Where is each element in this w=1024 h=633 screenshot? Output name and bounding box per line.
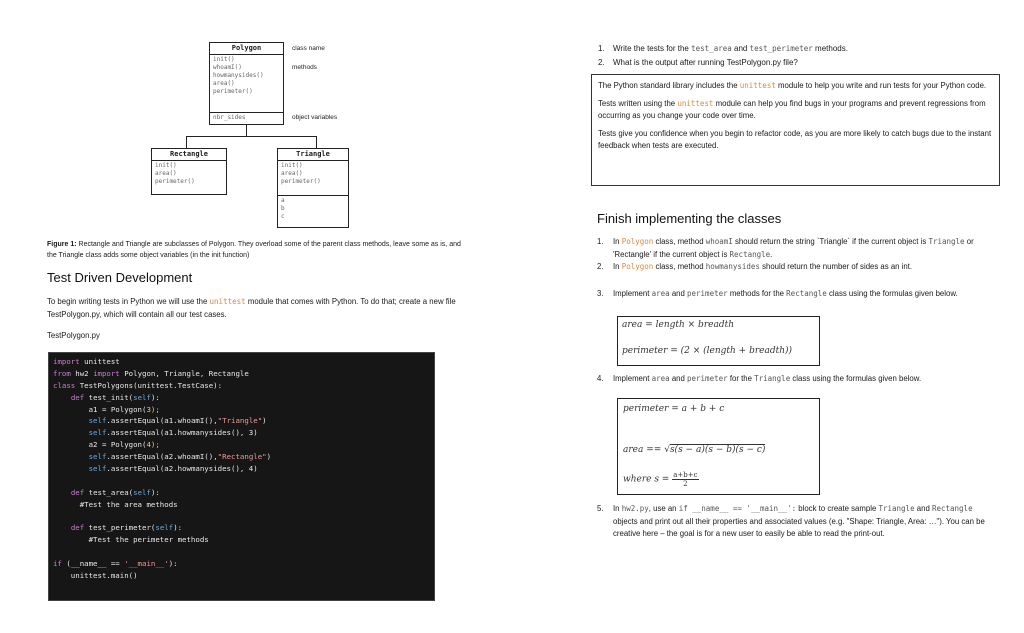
uml-method: init() [281,162,303,169]
text: class, method [655,237,704,246]
comment: #Test the perimeter methods [53,535,209,545]
text: In [613,504,620,513]
uml-method: howmanysides() [213,72,264,79]
sqrt-symbol: √ [664,445,670,455]
uml-triangle-title: Triangle [278,149,348,161]
uml-polygon-title: Polygon [210,43,283,55]
code-line [53,356,430,368]
code-text: test_area( [84,487,134,497]
list-number: 1. [598,44,605,53]
question-list [598,42,848,70]
text: and [916,504,930,513]
task-item [597,503,989,541]
kw: import [93,368,120,378]
text: Write the tests for the [613,44,689,53]
str: '__main__' [124,559,169,569]
inline-code: hw2.py [621,504,649,513]
self: self [133,487,151,497]
kw: def [70,487,85,497]
code-line [53,451,430,463]
text: module that comes with Python. To do that; create a new file TestPolygon.py, which will contain all our test cases. [47,297,456,319]
task-item [597,288,987,301]
code-filename: TestPolygon.py [47,331,100,340]
tdd-paragraph [47,295,467,321]
formula-lhs: area == [623,445,662,455]
task-text [613,288,958,301]
inline-code: if __name__ == '__main__': [678,504,797,513]
code-text: unittest.main() [53,571,138,581]
indent [53,523,71,532]
inline-code: howmanysides [705,262,760,271]
code-text: TestPolygons(unittest.TestCase): [75,380,223,390]
formula-rect-perimeter: perimeter = (2 × (length + breadth)) [622,346,793,356]
code-text: .assertEqual(a2.whoamI(), [106,452,218,462]
code-text: test_perimeter( [84,523,156,533]
code-line-blank [53,546,430,558]
section-heading-tdd: Test Driven Development [47,270,193,285]
code-text: ): [168,559,178,569]
self: self [155,523,174,533]
kw: def [70,523,85,533]
uml-variable: b [281,205,285,212]
uml-triangle-methods [278,161,348,196]
inline-code: Triangle [928,237,965,246]
text: and [734,44,748,53]
fraction-numerator: a+b+c [673,471,698,479]
list-number: 2. [597,262,604,271]
uml-method: perimeter() [155,178,195,185]
unittest-info-box [591,74,1000,186]
uml-rectangle-methods [152,161,226,187]
self: self [88,464,107,474]
kw: class [53,380,76,390]
triangle-formula-box [617,398,820,495]
inline-code: area [651,374,670,383]
code-line-blank [53,511,430,523]
inline-code: perimeter [687,289,728,298]
task-text [613,373,921,386]
self: self [88,428,107,438]
code-text: .assertEqual(a1.howmanysides(), 3) [106,428,258,438]
text: class using the formulas given below. [828,289,958,298]
num: 3 [146,404,151,414]
code-text: ): [173,523,183,533]
text: and [671,374,685,383]
kw: if [53,559,62,569]
list-number: 1. [597,237,604,246]
code-line [53,558,430,570]
num: 4 [146,440,151,450]
text: methods for the [729,289,784,298]
code-line [53,380,430,392]
code-text: test_init( [84,392,134,402]
text: and [671,289,685,298]
info-paragraph [598,98,993,123]
inline-code: Rectangle [931,504,973,513]
figure-text: Rectangle and Triangle are subclasses of Polygon. They overload some of the parent class methods, leave some as is, and the Triangle class adds some object variables (in the init function) [47,241,461,259]
code-text: ): [150,487,160,497]
list-number: 3. [597,289,604,298]
code-text: ); [150,404,160,414]
uml-method: area() [281,170,303,177]
fraction-denominator: 2 [683,480,688,488]
code-line [53,415,430,427]
inline-code: Rectangle [786,289,827,298]
self: self [88,452,107,462]
task-text [613,261,912,274]
inline-code: unittest [209,297,246,306]
formula-tri-perimeter: perimeter = a + b + c [623,404,725,414]
question-item [598,56,848,70]
code-text: hw2 [70,368,94,378]
text: . [770,249,773,259]
text: In [613,237,620,246]
info-paragraph: Tests give you confidence when you begin to refactor code, as you are more likely to catch bugs due to the instant feedback when tests are executed. [598,128,992,150]
uml-polygon-box [209,42,284,125]
code-line [53,427,430,439]
inline-code: Triangle [878,504,915,513]
inline-code: unittest [677,98,714,108]
inline-code: Polygon [621,237,654,246]
figure-caption [47,239,467,261]
code-text: unittest [79,357,120,366]
code-line [53,368,430,380]
code-line [53,392,430,404]
str: "Rectangle" [217,452,267,462]
code-text: a1 = Polygon( [53,404,147,414]
code-line-blank [53,475,430,487]
uml-triangle-vars [278,196,348,222]
formula-rhs: s(s − a)(s − b)(s − c) [669,445,766,455]
self: self [133,392,151,402]
code-line [53,499,430,511]
inline-code: test_area [691,44,732,53]
code-line [53,439,430,451]
text: should return the string `Triangle` if the current object is [735,237,927,246]
list-number: 5. [597,504,604,513]
code-text: .assertEqual(a1.whoamI(), [106,416,218,426]
code-text: ); [150,440,160,450]
code-text: Polygon, Triangle, Rectangle [119,368,249,378]
uml-method: perimeter() [213,88,253,95]
code-text: ) [266,452,272,462]
connector-line [186,136,187,148]
uml-polygon-vars [210,113,283,123]
formula-lhs: where s = [623,474,670,485]
uml-method: whoamI() [213,64,242,71]
uml-method: area() [155,170,177,177]
text: To begin writing tests in Python we will use the [47,297,208,306]
inline-code: Polygon [621,262,654,271]
text: Implement [613,289,650,298]
inline-code: unittest [739,81,776,90]
connector-line [186,136,317,137]
text: class, method [655,262,704,271]
task-item [597,236,987,261]
text: module can help you find bugs in your programs and prevent regressions from occurring as you change your code over time. [598,98,986,120]
indent [53,488,71,497]
code-line [53,522,430,534]
code-block [48,352,435,601]
task-item [597,261,987,274]
indent [53,393,71,402]
text: Tests written using the [598,98,676,108]
uml-variable: nbr_sides [213,114,246,121]
task-text [613,236,987,261]
str: "Triangle" [217,416,263,426]
text: for the [729,374,752,383]
formula-tri-area [623,445,765,455]
text: module to help you write and run tests for your Python code. [778,81,987,90]
inline-code: perimeter [687,374,728,383]
annotation-methods: methods [292,64,317,71]
code-text: ) [262,416,267,426]
rectangle-formula-box [617,316,820,366]
text: In [613,262,620,271]
section-heading-finish: Finish implementing the classes [597,211,782,226]
inline-code: Rectangle [729,249,771,259]
inline-code: Triangle [754,374,791,383]
code-text: (__name__ == [61,559,125,569]
inline-code: area [651,289,670,298]
text: The Python standard library includes the [598,81,738,90]
indent [53,464,89,473]
question-text: What is the output after running TestPolygon.py file? [613,58,798,67]
comment: #Test the area methods [53,499,178,509]
text: should return the number of sides as an int. [762,262,913,271]
indent [53,452,89,461]
task-text [613,503,989,541]
list-number: 4. [597,374,604,383]
uml-method: init() [155,162,177,169]
inline-code: test_perimeter [749,44,813,53]
code-line [53,534,430,546]
uml-rectangle-box [151,148,227,195]
code-line [53,404,430,416]
list-number: 2. [598,58,605,67]
text: Implement [613,374,650,383]
indent [53,416,89,425]
code-line [53,487,430,499]
text: or 'Rectangle' if the current object is [613,237,974,259]
annotation-class-name: class name [292,45,325,52]
uml-variable: c [281,213,285,220]
inline-code: whoamI [705,237,733,246]
kw: from [53,368,71,378]
formula-rect-area: area = length × breadth [622,320,734,330]
indent [53,428,89,437]
uml-rectangle-title: Rectangle [152,149,226,161]
kw: def [70,392,85,402]
text: , use an [648,504,677,513]
uml-triangle-box [277,148,349,228]
info-paragraph [598,80,993,93]
text: block to create sample [798,504,877,513]
figure-label: Figure 1: [47,241,77,248]
self: self [88,416,107,426]
annotation-object-variables: object variables [292,114,338,121]
code-line [53,570,430,582]
uml-polygon-methods [210,55,283,113]
connector-line [316,136,317,148]
code-text: a2 = Polygon( [53,440,147,450]
code-text: ): [150,392,160,402]
uml-variable: a [281,197,285,204]
uml-method: area() [213,80,235,87]
question-item [598,42,848,56]
text: objects and print out all their properties and associated values (e.g. "Shape: Triangle, Area: …"). You can be creative here – the goal is for a new user to easily be able to read the print-out. [613,516,985,538]
uml-method: perimeter() [281,178,321,185]
connector-line [246,125,247,136]
formula-tri-s [623,471,699,488]
text: methods. [815,44,848,53]
kw: import [53,357,80,366]
task-item [597,373,987,386]
question-text [613,42,848,56]
code-text: .assertEqual(a2.howmanysides(), 4) [106,464,258,474]
uml-method: init() [213,56,235,63]
code-line [53,463,430,475]
text: class using the formulas given below. [792,374,922,383]
fraction [672,471,698,488]
